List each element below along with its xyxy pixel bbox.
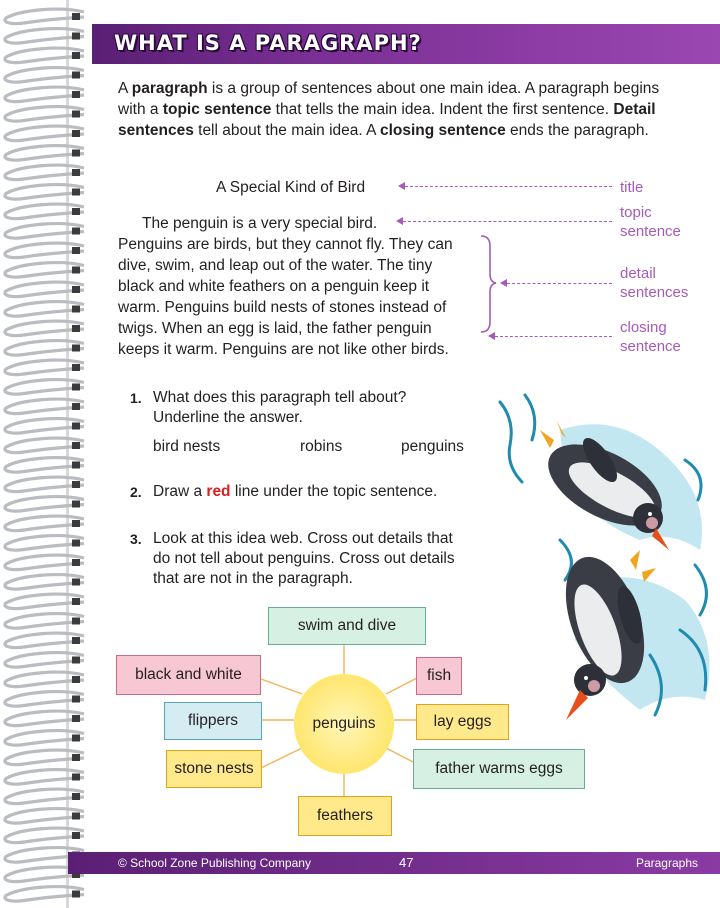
binding-hole xyxy=(72,559,80,566)
title-banner xyxy=(92,24,720,64)
question-2-text xyxy=(153,482,437,502)
binding-hole xyxy=(72,325,80,332)
page-title: WHAT IS A PARAGRAPH? xyxy=(114,31,422,55)
binding-hole xyxy=(72,91,80,98)
story-title: A Special Kind of Bird xyxy=(216,179,366,196)
web-node-swim-and-dive[interactable]: swim and dive xyxy=(268,607,426,645)
story-line: Penguins are birds, but they cannot fly. They can xyxy=(118,236,453,253)
binding-hole xyxy=(72,520,80,527)
binding-hole xyxy=(72,481,80,488)
intro-paragraph xyxy=(118,78,668,141)
detail-arrowhead xyxy=(500,279,507,287)
binding-hole xyxy=(72,169,80,176)
binding-hole xyxy=(72,13,80,20)
question-3-number: 3. xyxy=(130,531,142,547)
binding-hole xyxy=(72,891,80,898)
question-2-after: line under the topic sentence. xyxy=(230,483,438,500)
penguin-illustration xyxy=(470,390,720,740)
intro-key-term: paragraph xyxy=(131,80,208,97)
footer-publisher: © School Zone Publishing Company xyxy=(118,856,311,870)
binding-hole xyxy=(72,33,80,40)
binding-hole xyxy=(72,540,80,547)
binding-hole xyxy=(72,813,80,820)
binding-hole xyxy=(72,130,80,137)
question-3-line: that are not in the paragraph. xyxy=(153,570,353,587)
web-node-black-and-white[interactable]: black and white xyxy=(116,655,261,695)
binding-hole xyxy=(72,793,80,800)
footer-section: Paragraphs xyxy=(635,856,698,870)
binding-hole xyxy=(72,832,80,839)
binding-hole xyxy=(72,442,80,449)
topic-arrow-line xyxy=(403,221,612,222)
topic-arrowhead xyxy=(396,217,403,225)
binding-hole xyxy=(72,657,80,664)
binding-hole xyxy=(72,345,80,352)
label-topic-1: topic xyxy=(620,204,652,221)
binding-hole xyxy=(72,618,80,625)
closing-arrowhead xyxy=(488,332,495,340)
question-2-number: 2. xyxy=(130,484,142,500)
binding-hole xyxy=(72,208,80,215)
intro-text: is a group of sentences about one main idea. A paragraph begins with a xyxy=(118,80,660,118)
binding-hole xyxy=(72,228,80,235)
intro-text: ends the paragraph. xyxy=(505,122,649,139)
binding-hole xyxy=(72,774,80,781)
binding-hole xyxy=(72,676,80,683)
binding-hole xyxy=(72,150,80,157)
question-2-red-word: red xyxy=(206,483,231,500)
intro-key-term: Detail sentences xyxy=(118,101,656,139)
binding-hole xyxy=(72,501,80,508)
binding-hole xyxy=(72,579,80,586)
story-line: keeps it warm. Penguins are not like other birds. xyxy=(118,341,449,358)
story-line: warm. Penguins build nests of stones instead of xyxy=(118,299,447,316)
story-line: dive, swim, and leap out of the water. The tiny xyxy=(118,257,433,274)
web-node-stone-nests[interactable]: stone nests xyxy=(166,750,262,788)
label-closing-1: closing xyxy=(620,319,667,336)
label-closing-2: sentence xyxy=(620,338,681,355)
story-line: The penguin is a very special bird. xyxy=(142,215,378,232)
binding-hole xyxy=(72,715,80,722)
binding-hole xyxy=(72,189,80,196)
binding-hole xyxy=(72,111,80,118)
binding-hole xyxy=(72,286,80,293)
web-node-father-warms-eggs[interactable]: father warms eggs xyxy=(413,749,585,789)
web-node-feathers[interactable]: feathers xyxy=(298,796,392,836)
web-node-lay-eggs[interactable]: lay eggs xyxy=(416,704,509,740)
binding-hole xyxy=(72,403,80,410)
title-arrowhead xyxy=(398,182,405,190)
intro-key-term: closing sentence xyxy=(379,122,506,139)
idea-web-center: penguins xyxy=(294,674,394,774)
binding-hole xyxy=(72,754,80,761)
web-node-fish[interactable]: fish xyxy=(416,657,462,695)
footer-bar xyxy=(68,852,720,874)
intro-key-term: topic sentence xyxy=(162,101,272,118)
question-1-number: 1. xyxy=(130,390,142,406)
binding-hole xyxy=(72,384,80,391)
question-2-before: Draw a xyxy=(153,483,207,500)
binding-hole xyxy=(72,696,80,703)
binding-hole xyxy=(72,72,80,79)
intro-text: that tells the main idea. Indent the first sentence. xyxy=(271,101,614,118)
intro-text: A xyxy=(118,80,132,97)
choice-robins[interactable]: robins xyxy=(300,438,343,455)
spiral-binding xyxy=(0,0,96,908)
choice-bird-nests[interactable]: bird nests xyxy=(153,438,221,455)
detail-brace xyxy=(478,234,498,334)
label-detail-2: sentences xyxy=(620,284,689,301)
closing-arrow-line xyxy=(495,336,612,337)
label-detail-1: detail xyxy=(620,265,656,282)
question-1-line: Underline the answer. xyxy=(153,409,303,426)
binding-hole xyxy=(72,364,80,371)
story-line: black and white feathers on a penguin keep it xyxy=(118,278,430,295)
story-line: twigs. When an egg is laid, the father penguin xyxy=(118,320,432,337)
label-title: title xyxy=(620,179,644,196)
footer-page-number: 47 xyxy=(399,855,414,870)
binding-hole xyxy=(72,598,80,605)
label-topic-2: sentence xyxy=(620,223,681,240)
question-1-line: What does this paragraph tell about? xyxy=(153,389,407,406)
binding-hole xyxy=(72,267,80,274)
binding-hole xyxy=(72,423,80,430)
title-arrow-line xyxy=(405,186,612,187)
binding-hole xyxy=(72,462,80,469)
detail-arrow-line xyxy=(507,283,612,284)
web-node-flippers[interactable]: flippers xyxy=(164,702,262,740)
binding-hole xyxy=(72,247,80,254)
binding-hole xyxy=(72,735,80,742)
intro-text: tell about the main idea. A xyxy=(193,122,380,139)
binding-hole xyxy=(72,637,80,644)
binding-hole xyxy=(72,52,80,59)
question-3-line: do not tell about penguins. Cross out details xyxy=(153,550,455,567)
question-3-line: Look at this idea web. Cross out details that xyxy=(153,530,453,547)
binding-hole xyxy=(72,306,80,313)
choice-penguins[interactable]: penguins xyxy=(401,438,464,455)
